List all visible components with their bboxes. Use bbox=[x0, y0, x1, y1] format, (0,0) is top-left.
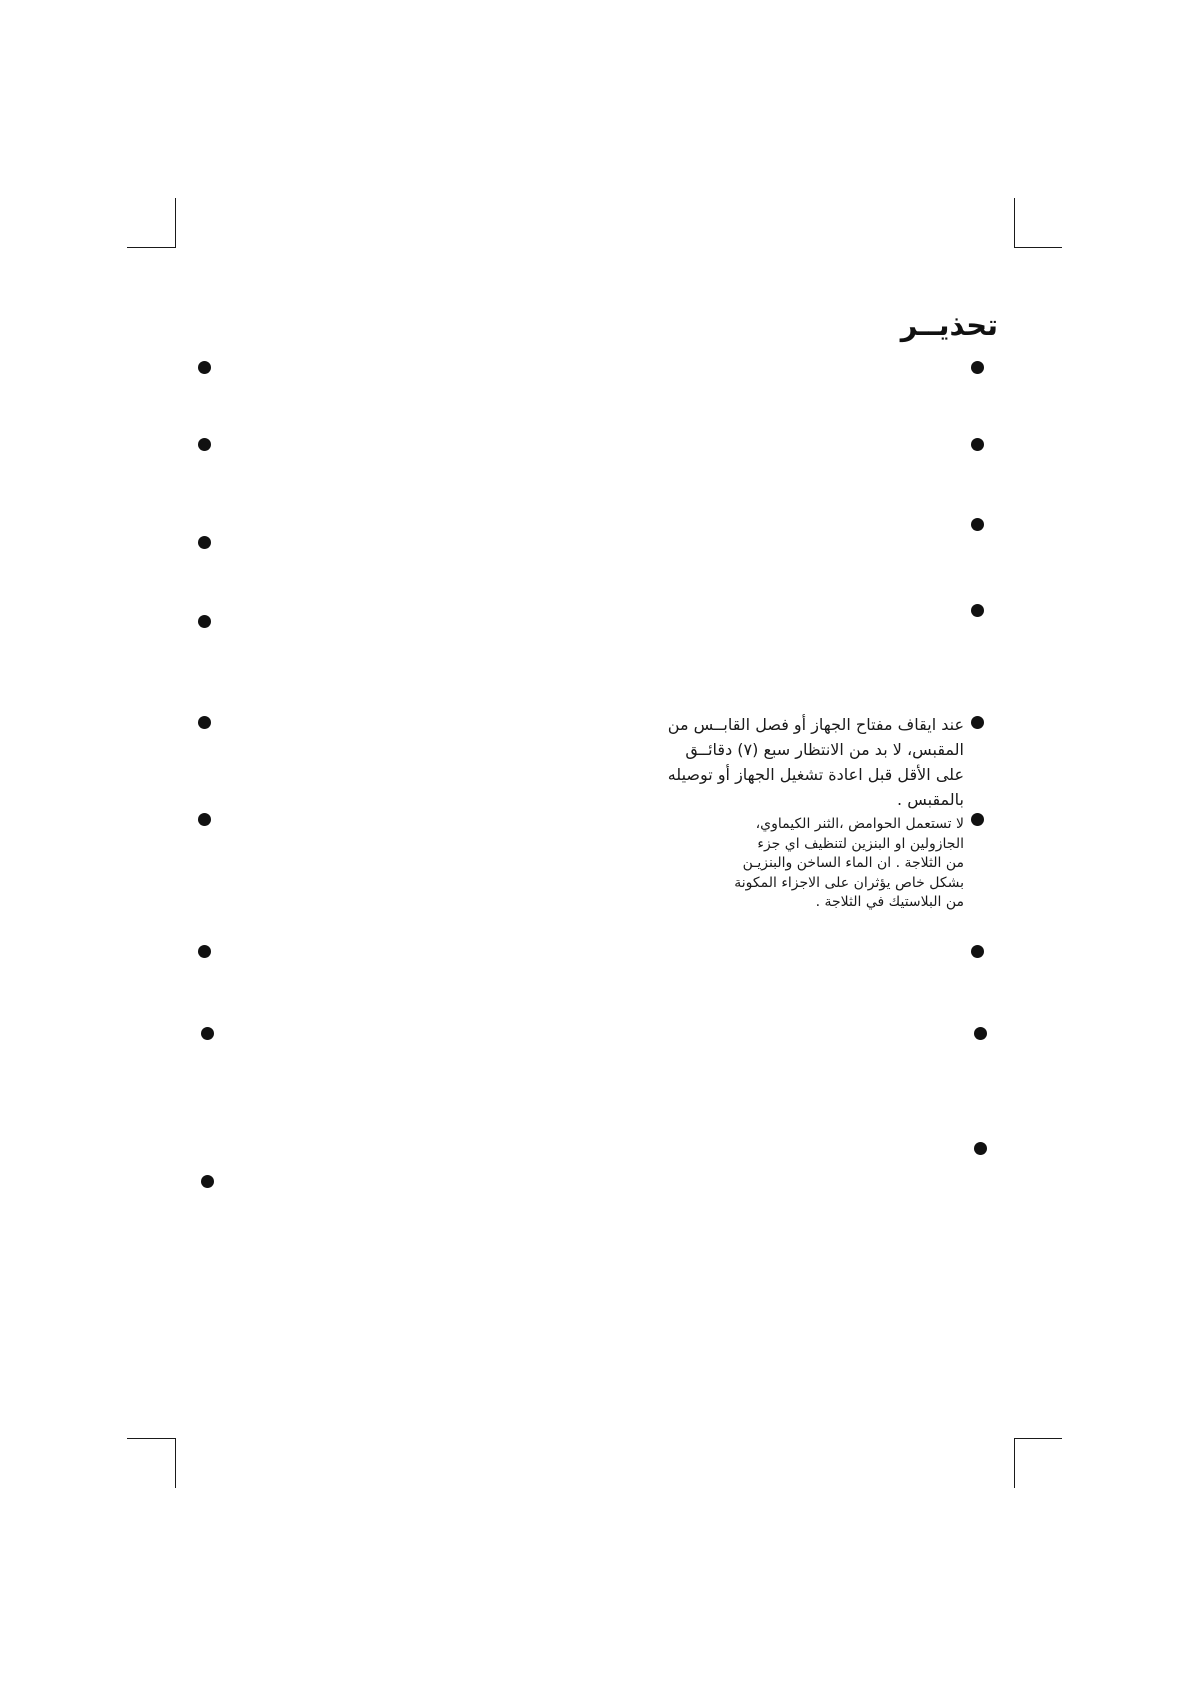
bullet-marker-right-3 bbox=[971, 518, 984, 531]
bullet-marker-right-6 bbox=[971, 813, 984, 826]
warning-cleaning-chemicals bbox=[634, 815, 964, 913]
bullet-marker-left-2 bbox=[198, 438, 211, 451]
crop-mark-bottom-left-horizontal bbox=[127, 1438, 175, 1439]
warning-1-line-2: المقبس، لا بد من الانتظار سبع (٧) دقائــق bbox=[685, 740, 964, 759]
page-title: تحذيــر bbox=[900, 308, 998, 342]
bullet-marker-left-9 bbox=[201, 1175, 214, 1188]
bullet-marker-left-7 bbox=[198, 945, 211, 958]
bullet-marker-left-1 bbox=[198, 361, 211, 374]
bullet-marker-right-5 bbox=[971, 716, 984, 729]
bullet-marker-right-9 bbox=[974, 1142, 987, 1155]
crop-mark-bottom-right-vertical bbox=[1014, 1438, 1015, 1488]
warning-2-line-3: من الثلاجة . ان الماء الساخن والبنزيـن bbox=[742, 855, 964, 871]
crop-mark-top-right-vertical bbox=[1014, 198, 1015, 248]
warning-2-line-5: من البلاستيك في الثلاجة . bbox=[815, 894, 964, 910]
crop-mark-bottom-right-horizontal bbox=[1014, 1438, 1062, 1439]
bullet-marker-left-3 bbox=[198, 536, 211, 549]
bullet-marker-left-8 bbox=[201, 1027, 214, 1040]
crop-mark-top-left-horizontal bbox=[127, 247, 175, 248]
bullet-marker-right-2 bbox=[971, 438, 984, 451]
crop-mark-top-left-vertical bbox=[175, 198, 176, 248]
warning-2-line-4: بشكل خاص يؤثران على الاجزاء المكونة bbox=[734, 874, 964, 891]
warning-restart-delay bbox=[634, 712, 964, 812]
bullet-marker-right-8 bbox=[974, 1027, 987, 1040]
crop-mark-top-right-horizontal bbox=[1014, 247, 1062, 248]
bullet-marker-right-4 bbox=[971, 604, 984, 617]
warning-2-line-1: لا تستعمل الحوامض ،الثنر الكيماوي، bbox=[755, 816, 964, 832]
bullet-marker-left-5 bbox=[198, 716, 211, 729]
warning-1-line-1: عند ايقاف مفتاح الجهاز أو فصل القابــس من bbox=[667, 715, 964, 734]
bullet-marker-left-4 bbox=[198, 615, 211, 628]
warning-2-line-2: الجازولين او البنزين لتنظيف اي جزء bbox=[757, 835, 964, 852]
warning-1-line-3: على الأقل قبل اعادة تشغيل الجهاز أو توصيله bbox=[667, 765, 964, 784]
bullet-marker-left-6 bbox=[198, 813, 211, 826]
bullet-marker-right-7 bbox=[971, 945, 984, 958]
warning-1-line-4: بالمقبس . bbox=[897, 790, 964, 809]
bullet-marker-right-1 bbox=[971, 361, 984, 374]
crop-mark-bottom-left-vertical bbox=[175, 1438, 176, 1488]
